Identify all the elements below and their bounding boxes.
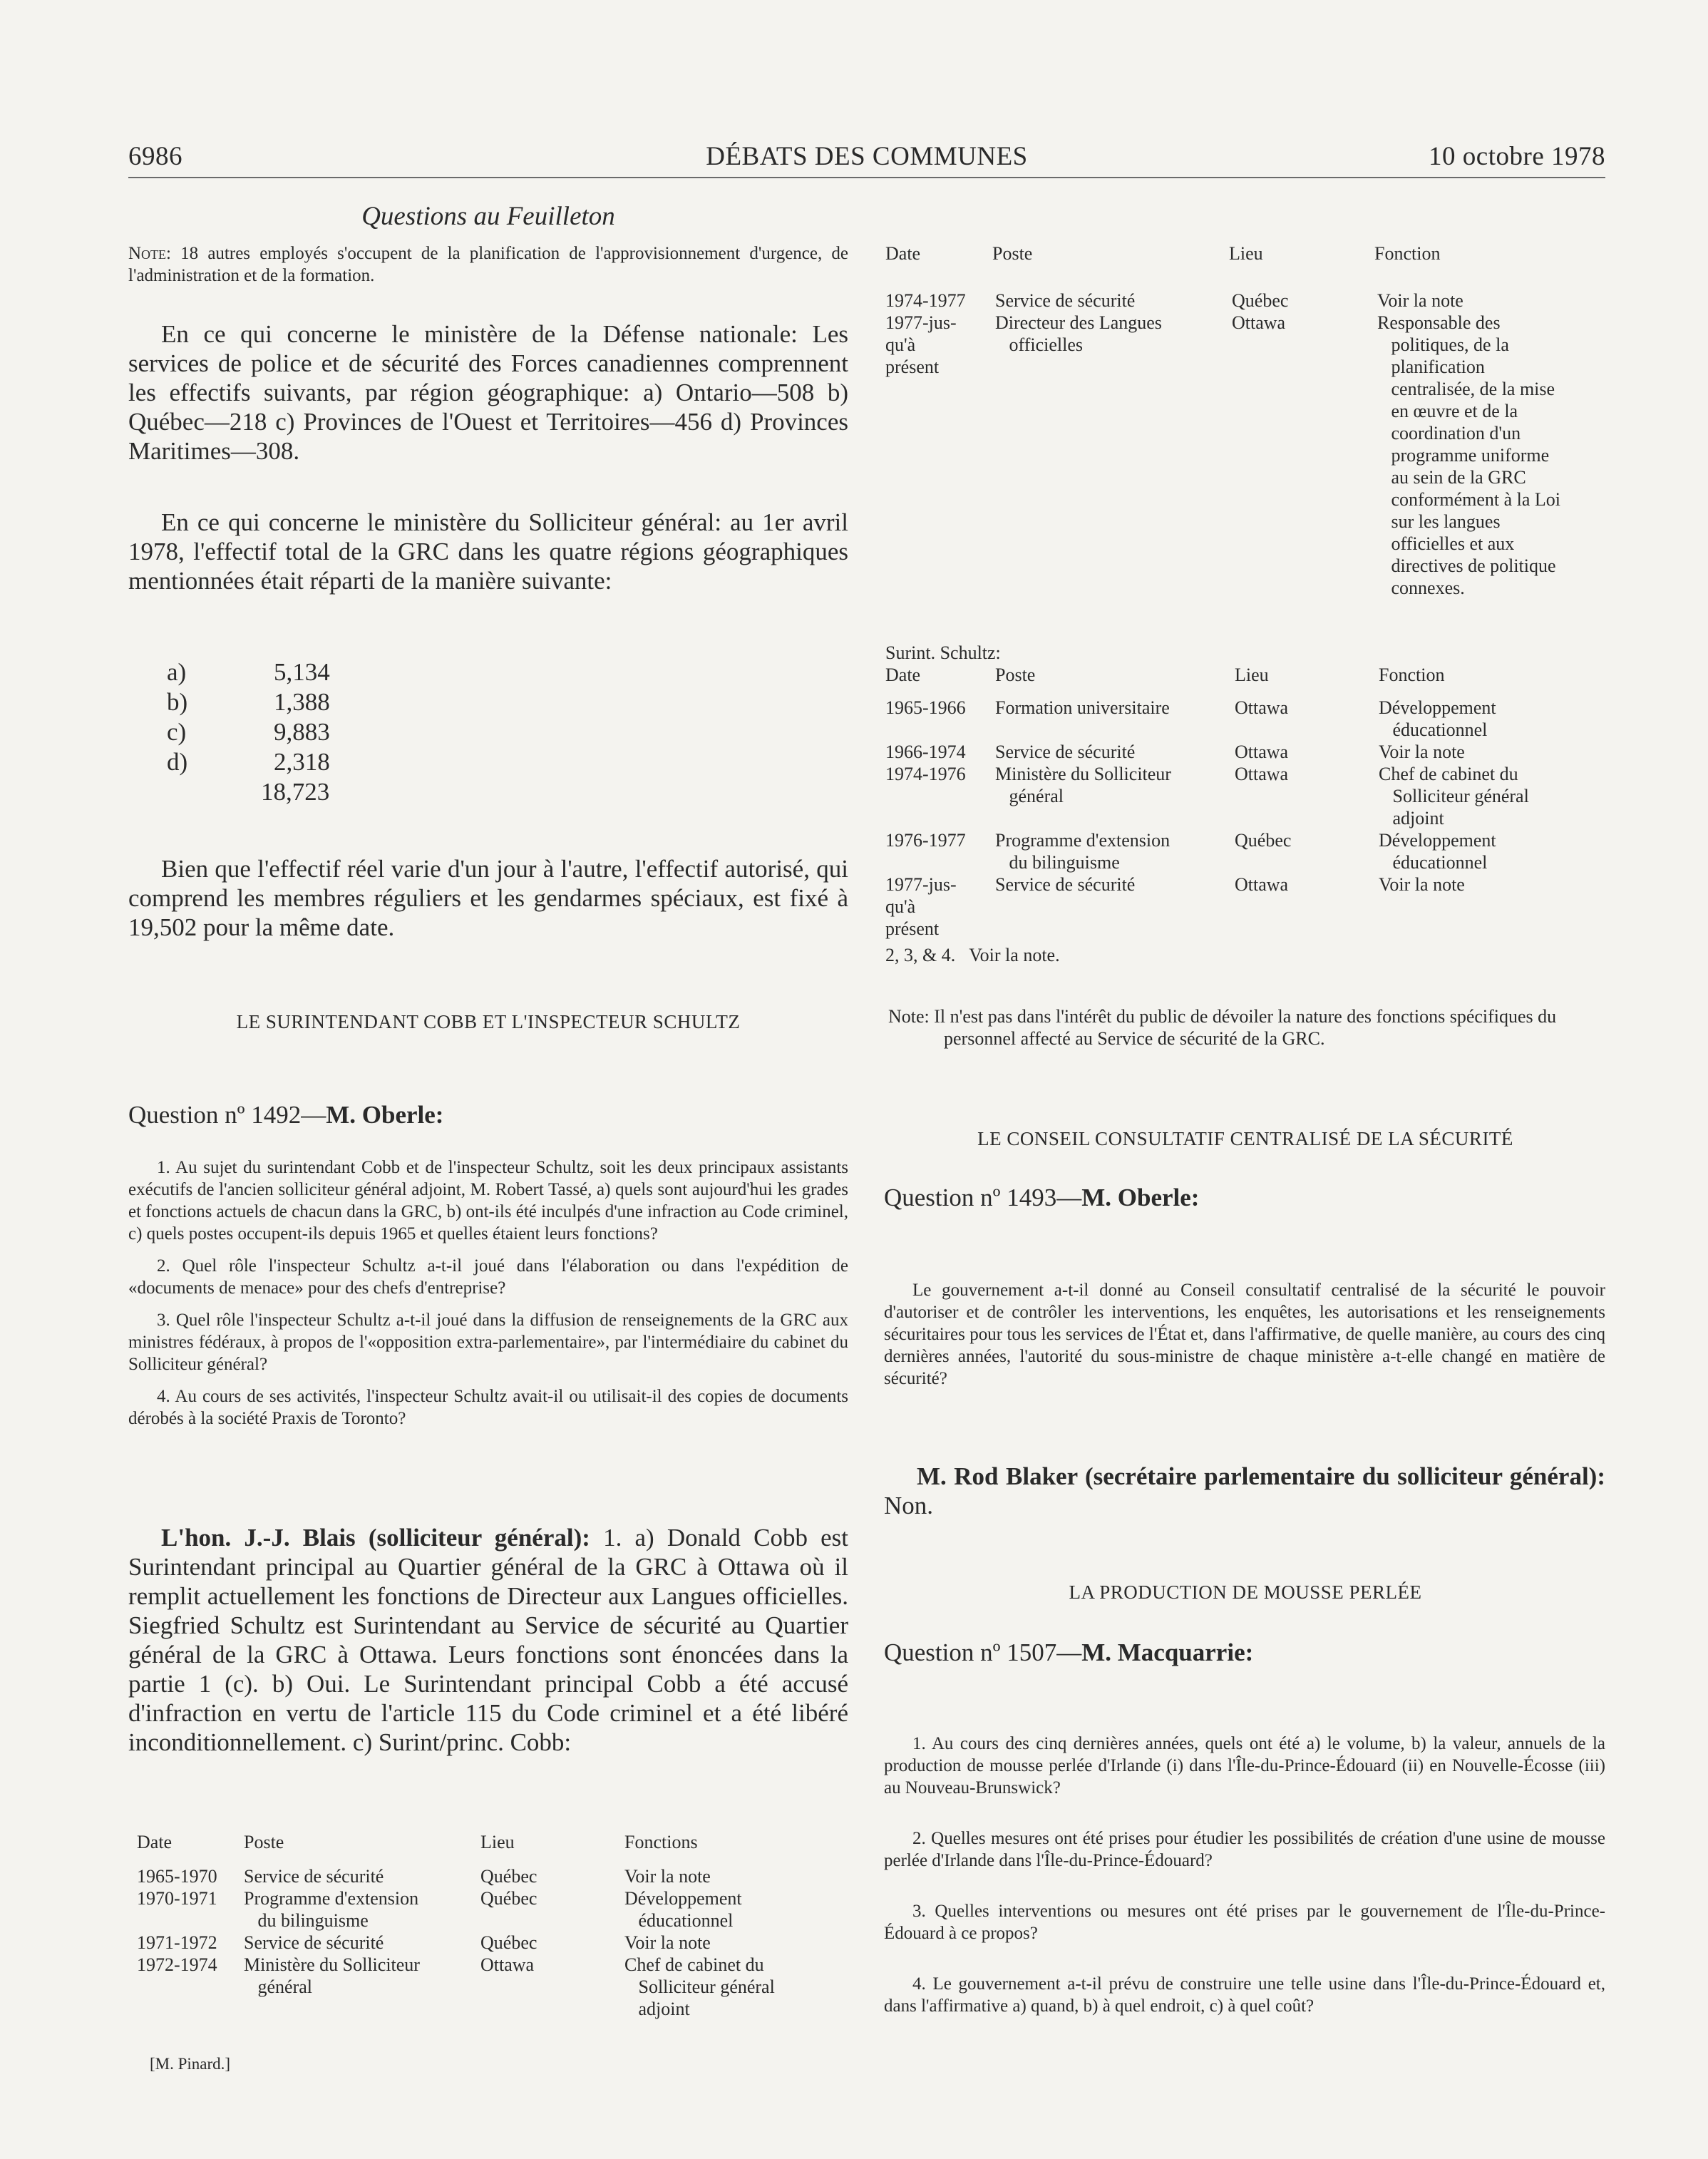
question-item: 1. Au sujet du surintendant Cobb et de l'inspecteur Schultz, soit les deux principaux assistants exécutifs de l'ancien solliciteur général adjoint, M. Robert Tassé, a) quels sont aujourd'hui les grades et fonctions actuels de chacun dans la GRC, b) ont-ils été inculpés d'une infraction au Code criminel, c) quels postes occupent-ils depuis 1965 et quelles étaient leurs fonctions? <box>128 1158 848 1243</box>
table-cell: 1977-jus- qu'à présent <box>885 312 957 377</box>
table-cell: Ottawa <box>1232 312 1286 333</box>
table-cell: Ottawa <box>1235 697 1289 718</box>
table-cell: Développement éducationnel <box>1379 697 1496 740</box>
question-1507-heading: Question nº 1507—M. Macquarrie: <box>884 1639 1254 1666</box>
table-cell: 1972-1974 <box>137 1954 217 1975</box>
table-cell: Québec <box>480 1932 537 1953</box>
table-row <box>885 741 1605 763</box>
table-header: Date Poste Lieu Fonction <box>885 665 1445 685</box>
note-text: 18 autres employés s'occupent de la planification de l'approvisionnement d'urgence, de l'administration et de la formation. <box>128 244 849 285</box>
grc-note: Note: Il n'est pas dans l'intérêt du public de dévoiler la nature des fonctions spécifiques du personnel affecté au Service de sécurité de la GRC. <box>888 1006 1557 1049</box>
table-cell: Formation universitaire <box>995 697 1170 718</box>
question-item: 1. Au cours des cinq dernières années, quels ont été a) le volume, b) la valeur, annuels de la production de mousse perlée d'Irlande (i) dans l'Île-du-Prince-Édouard (ii) en Nouvelle-Écosse (iii) au Nouveau-Brunswick? <box>884 1734 1605 1798</box>
table-cell: 1970-1971 <box>137 1888 217 1909</box>
footer-mark: [M. Pinard.] <box>150 2055 231 2073</box>
list-item: c) 9,883 <box>167 718 330 746</box>
table-cell: Voir la note <box>1379 874 1465 895</box>
journal-title: DÉBATS DES COMMUNES <box>706 142 1028 171</box>
page-number: 6986 <box>128 142 182 171</box>
table-cell: Directeur des Langues officielles <box>995 312 1162 355</box>
issue-date: 10 octobre 1978 <box>1429 142 1605 171</box>
table-cell: Québec <box>1232 290 1289 311</box>
section-title-conseil: LE CONSEIL CONSULTATIF CENTRALISÉ DE LA SÉCURITÉ <box>977 1128 1513 1149</box>
list-total: 18,723 <box>261 778 330 806</box>
table-cell: Service de sécurité <box>244 1866 384 1887</box>
page-header <box>128 141 1605 178</box>
question-item: 2. Quel rôle l'inspecteur Schultz a-t-il joué dans l'élaboration ou dans l'expédition de «documents de menace» pour des chefs d'entreprise? <box>128 1256 848 1298</box>
table-cell: Service de sécurité <box>995 290 1136 311</box>
table-row <box>137 1887 850 1932</box>
table-cell: Québec <box>1235 830 1292 851</box>
table-cell: Responsable des politiques, de la planification centralisée, de la mise en œuvre et de la coordination d'un programme uniforme au sein de la GRC conformément à la Loi sur les langues officielles et aux directives de politique connexes. <box>1377 312 1561 598</box>
schultz-label: Surint. Schultz: <box>885 642 1001 663</box>
table-header: Date Poste Lieu Fonctions <box>137 1832 698 1852</box>
table-row <box>885 312 1605 599</box>
answer-text: 1. a) Donald Cobb est Surintendant principal au Quartier général de la GRC à Ottawa où il remplit actuellement les fonctions de Directeur aux Langues officielles. Siegfried Schultz est Surintendant au Service de sécurité au Quartier général de la GRC à Ottawa. Leurs fonctions sont énoncées dans la partie 1 (c). b) Oui. Le Surintendant principal Cobb a été accusé d'infraction en vertu de l'article 115 du Code criminel et a été libéré inconditionnellement. c) Surint/princ. Cobb: <box>128 1524 849 1756</box>
schultz-career-table <box>885 642 1605 966</box>
table-cell: Ministère du Solliciteur général <box>244 1954 420 1997</box>
question-1493-heading: Question nº 1493—M. Oberle: <box>884 1184 1200 1211</box>
table-row <box>137 1865 850 1887</box>
table-cell: Ottawa <box>480 1954 535 1975</box>
table-cell: Voir la note <box>624 1932 711 1953</box>
table-cell: Voir la note <box>624 1866 711 1887</box>
table-cell: Québec <box>480 1888 537 1909</box>
question-item: 4. Au cours de ses activités, l'inspecteur Schultz avait-il ou utilisait-il des copies de documents dérobés à la société Praxis de Toronto? <box>128 1387 848 1428</box>
question-item: 2. Quelles mesures ont été prises pour étudier les possibilités de création d'une usine de mousse perlée d'Irlande dans l'Île-du-Prince-Édouard? <box>884 1829 1605 1870</box>
cobb-career-table-cont <box>885 242 1605 599</box>
table-cell: Programme d'extension du bilinguisme <box>244 1888 419 1931</box>
table-cell: Développement éducationnel <box>624 1888 742 1931</box>
defense-paragraph: En ce qui concerne le ministère de la Défense nationale: Les services de police et de sécurité des Forces canadiennes comprennent les effectifs suivants, par région géographique: a) Ontario—508 b) Québec—218 c) Provinces de l'Ouest et Territoires—456 d) Provinces Maritimes—308. <box>128 320 848 465</box>
question-1493-body: Le gouvernement a-t-il donné au Conseil consultatif centralisé de la sécurité le pouvoir d'autoriser et de contrôler les interventions, les enquêtes, les autorisations et les renseignements sécuritaires pour tous les services de l'État et, dans l'affirmative, de quelle manière, au cours des cinq dernières années, l'autorité du sous-ministre de chaque ministère a-t-elle changé en matière de sécurité? <box>884 1281 1605 1388</box>
effectif-paragraph: Bien que l'effectif réel varie d'un jour à l'autre, l'effectif autorisé, qui comprend les membres réguliers et les gendarmes spéciaux, est fixé à 19,502 pour la même date. <box>128 855 848 941</box>
cobb-career-table <box>137 1831 850 2020</box>
table-cell: 1974-1977 <box>885 290 966 311</box>
table-cell: 1974-1976 <box>885 764 966 784</box>
table-cell: 1965-1970 <box>137 1866 217 1887</box>
table-cell: Ministère du Solliciteur général <box>995 764 1171 806</box>
table-header: Date Poste Lieu Fonction <box>885 243 1441 264</box>
blaker-answer <box>884 1462 1605 1520</box>
question-item: 3. Quel rôle l'inspecteur Schultz a-t-il joué dans la diffusion de renseignements de la GRC aux ministres fédéraux, à propos de l'«opposition extra-parlementaire», par l'intermédiaire du cabinet du Solliciteur général? <box>128 1311 848 1374</box>
question-1507-body <box>884 1733 1605 2017</box>
question-1492-body <box>128 1157 848 1430</box>
table-cell: Chef de cabinet du Solliciteur général adjoint <box>1379 764 1529 829</box>
staff-note <box>128 242 848 287</box>
table-row <box>137 1954 850 2020</box>
solliciteur-paragraph: En ce qui concerne le ministère du Solliciteur général: au 1er avril 1978, l'effectif total de la GRC dans les quatre régions géographiques mentionnées était réparti de la manière suivante: <box>128 508 848 595</box>
list-item: d) 2,318 <box>167 748 330 776</box>
table-cell: 1971-1972 <box>137 1932 217 1953</box>
table-row <box>885 289 1605 312</box>
table-cell: 1966-1974 <box>885 742 966 762</box>
table-cell: Service de sécurité <box>244 1932 384 1953</box>
blais-answer <box>128 1523 848 1757</box>
table-row <box>885 763 1605 829</box>
answer-text: Non. <box>884 1492 934 1519</box>
list-item: a) 5,134 <box>167 658 330 686</box>
table-cell: Développement éducationnel <box>1379 830 1496 873</box>
table-row <box>885 873 1605 940</box>
table-cell: Ottawa <box>1235 874 1289 895</box>
table-cell: 1977-jus- qu'à présent <box>885 874 957 939</box>
question-item: 4. Le gouvernement a-t-il prévu de construire une telle usine dans l'Île-du-Prince-Édouard et, dans l'affirmative a) quand, b) à quel endroit, c) à quel coût? <box>884 1974 1605 2016</box>
table-cell: Ottawa <box>1235 764 1289 784</box>
schultz-tail: 2, 3, & 4. Voir la note. <box>885 945 1060 965</box>
question-1492-heading: Question nº 1492—M. Oberle: <box>128 1101 444 1129</box>
section-title-cobb-schultz: LE SURINTENDANT COBB ET L'INSPECTEUR SCHULTZ <box>236 1011 741 1032</box>
table-cell: Service de sécurité <box>995 742 1136 762</box>
speaker-name: M. Rod Blaker (secrétaire parlementaire du solliciteur général): <box>917 1462 1605 1490</box>
running-title: Questions au Feuilleton <box>361 202 615 231</box>
table-cell: Voir la note <box>1379 742 1465 762</box>
question-item: 3. Quelles interventions ou mesures ont été prises par le gouvernement de l'Île-du-Prince-Édouard à ce propos? <box>884 1902 1605 1943</box>
table-cell: Chef de cabinet du Solliciteur général adjoint <box>624 1954 775 2019</box>
note-label: Note: <box>128 244 171 263</box>
table-cell: Québec <box>480 1866 537 1887</box>
table-cell: Voir la note <box>1377 290 1463 311</box>
list-item: b) 1,388 <box>167 688 330 716</box>
speaker-name: L'hon. J.-J. Blais (solliciteur général): <box>161 1524 590 1552</box>
table-row <box>137 1932 850 1954</box>
table-cell: Service de sécurité <box>995 874 1136 895</box>
table-cell: 1976-1977 <box>885 830 966 851</box>
effectif-list <box>167 657 452 807</box>
table-cell: Programme d'extension du bilinguisme <box>995 830 1171 873</box>
table-cell: 1965-1966 <box>885 697 966 718</box>
table-row <box>885 697 1605 741</box>
table-row <box>885 829 1605 873</box>
section-title-mousse: LA PRODUCTION DE MOUSSE PERLÉE <box>1069 1581 1422 1603</box>
table-cell: Ottawa <box>1235 742 1289 762</box>
